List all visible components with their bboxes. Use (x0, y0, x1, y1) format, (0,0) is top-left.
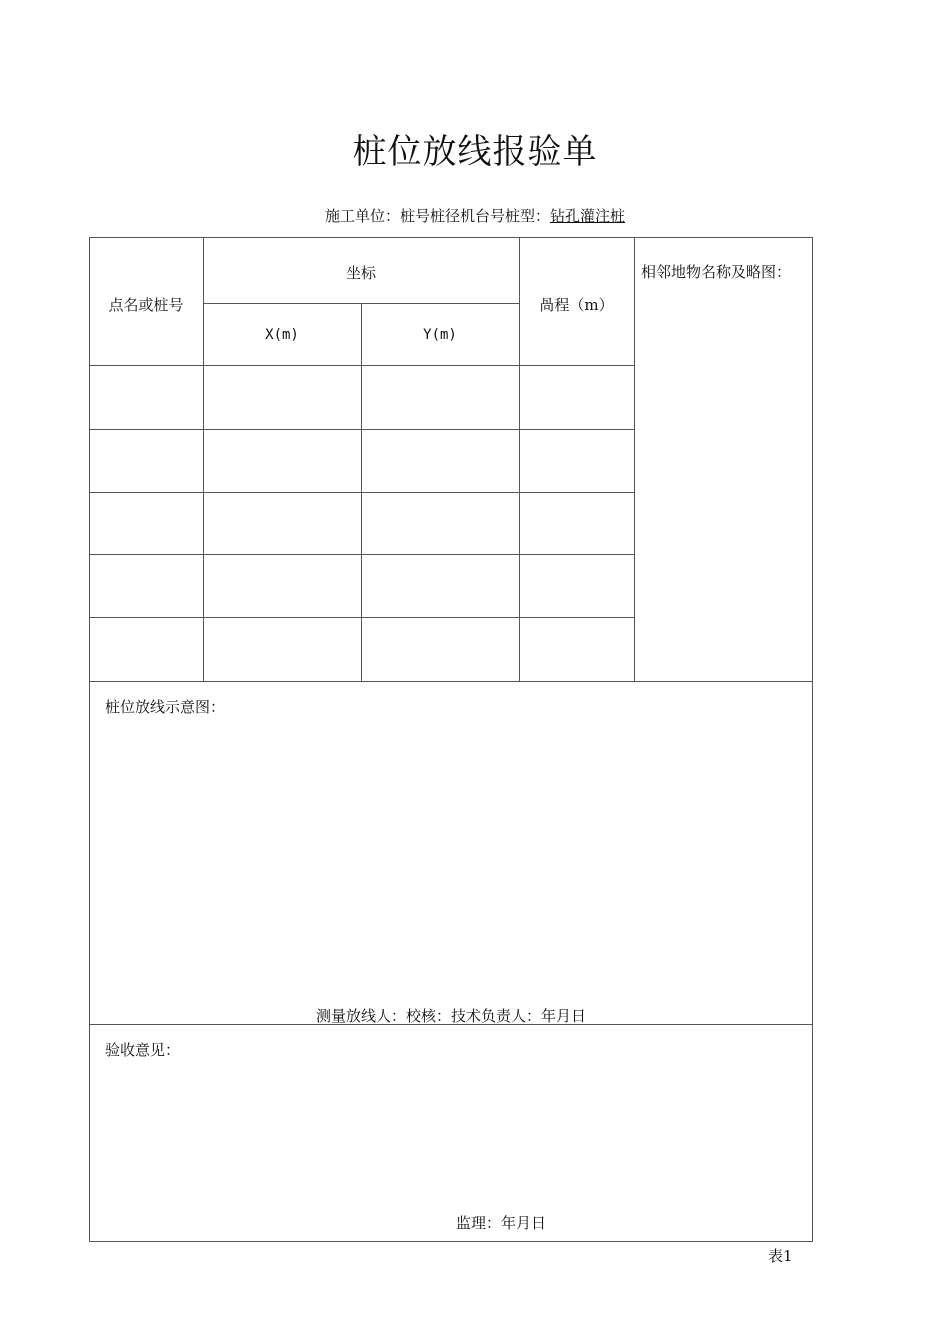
table-border-bottom (89, 1241, 813, 1242)
page-label: 表1 (768, 1247, 793, 1265)
col-divider-point (203, 237, 204, 681)
table-border-top (89, 237, 813, 238)
diagram-section-label: 桩位放线示意图： (105, 698, 226, 716)
header-adjacent-sketch: 相邻地物名称及略图： (641, 263, 792, 281)
document-title: 桩位放线报验单 (352, 132, 598, 172)
subtitle-prefix: 施工单位：桩号桩径机台号桩型： (324, 207, 550, 225)
table-border-right (812, 237, 813, 1242)
col-divider-x (361, 303, 362, 681)
pile-type-value: 钻孔灌注桩 (550, 207, 626, 225)
header-point-name: 点名或桩号 (108, 296, 184, 314)
col-divider-elev (634, 237, 635, 681)
header-y: Y(m) (423, 327, 457, 343)
header-x: X(m) (265, 327, 299, 343)
document-subtitle (0, 205, 950, 226)
acceptance-signature: 监理：年月日 (456, 1214, 547, 1232)
acceptance-section-label: 验收意见： (105, 1041, 181, 1059)
table-border-left (89, 237, 90, 1242)
header-coordinate: 坐标 (345, 264, 376, 282)
table-section-divider (89, 681, 813, 682)
diagram-signatures: 测量放线人：校核：技术负责人：年月日 (315, 1007, 586, 1025)
header-elevation: 咼程（m） (539, 296, 614, 314)
